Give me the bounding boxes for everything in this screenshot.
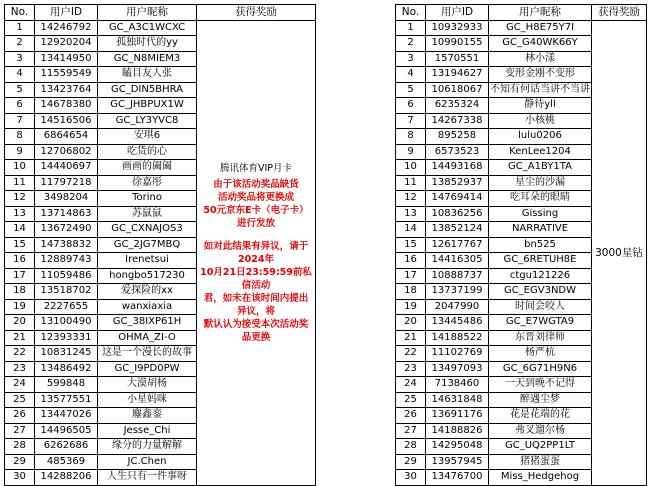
reward-replacement-line: 由于该活动奖品缺货 xyxy=(213,178,299,190)
row-number: 19 xyxy=(5,299,35,315)
user-id-cell: 14267338 xyxy=(426,113,489,129)
winners-table-right xyxy=(395,4,647,486)
row-number: 30 xyxy=(396,470,426,486)
nickname-cell: 弗叉遛尔杨 xyxy=(489,423,592,439)
row-number: 22 xyxy=(5,346,35,362)
row-number: 20 xyxy=(396,315,426,331)
user-id-cell: 14769414 xyxy=(426,191,489,207)
nickname-cell: 醉遇尘梦 xyxy=(489,392,592,408)
winners-table-left xyxy=(4,4,316,486)
row-number: 27 xyxy=(396,423,426,439)
header-user-id: 用户ID xyxy=(35,5,98,21)
user-id-cell: 13445486 xyxy=(426,315,489,331)
header-nickname: 用户昵称 xyxy=(489,5,592,21)
nickname-cell: ctgu121226 xyxy=(489,268,592,284)
user-id-cell: 14295048 xyxy=(426,439,489,455)
user-id-cell: 14188522 xyxy=(426,330,489,346)
nickname-cell: 不知有何话当讲不当讲 xyxy=(489,82,592,98)
header-no: No. xyxy=(396,5,426,21)
user-id-cell: 10932933 xyxy=(426,20,489,36)
user-id-cell: 7138460 xyxy=(426,377,489,393)
nickname-cell: Jesse_Chi xyxy=(98,423,197,439)
user-id-cell: 13852937 xyxy=(426,175,489,191)
nickname-cell: 小星妈咪 xyxy=(98,392,197,408)
user-id-cell: 6262686 xyxy=(35,439,98,455)
user-id-cell: 599848 xyxy=(35,377,98,393)
user-id-cell: 14493168 xyxy=(426,160,489,176)
row-number: 28 xyxy=(396,439,426,455)
row-number: 14 xyxy=(5,222,35,238)
user-id-cell: 14288206 xyxy=(35,470,98,486)
nickname-cell: Irenetsui xyxy=(98,253,197,269)
nickname-cell: GC_JHBPUX1W xyxy=(98,98,197,114)
nickname-cell: GC_H8E75Y7I xyxy=(489,20,592,36)
user-id-cell: 6573523 xyxy=(426,144,489,160)
row-number: 18 xyxy=(396,284,426,300)
nickname-cell: 变形金刚不变形 xyxy=(489,67,592,83)
row-number: 21 xyxy=(5,330,35,346)
user-id-cell: 12889743 xyxy=(35,253,98,269)
row-number: 6 xyxy=(5,98,35,114)
nickname-cell: GC_EGV3NDW xyxy=(489,284,592,300)
user-id-cell: 1570551 xyxy=(426,51,489,67)
row-number: 21 xyxy=(396,330,426,346)
nickname-cell: JC.Chen xyxy=(98,454,197,470)
row-number: 7 xyxy=(396,113,426,129)
nickname-cell: GC_I9PD0PW xyxy=(98,361,197,377)
nickname-cell: GC_G40WK66Y xyxy=(489,36,592,52)
row-number: 18 xyxy=(5,284,35,300)
row-number: 15 xyxy=(396,237,426,253)
nickname-cell: 时间会咬人 xyxy=(489,299,592,315)
nickname-cell: 猪猪蛋蛋 xyxy=(489,454,592,470)
user-id-cell: 10990155 xyxy=(426,36,489,52)
nickname-cell: 画画的阖阖 xyxy=(98,160,197,176)
row-number: 28 xyxy=(5,439,35,455)
row-number: 20 xyxy=(5,315,35,331)
nickname-cell: 吃货的心 xyxy=(98,144,197,160)
nickname-cell: Miss_Hedgehog xyxy=(489,470,592,486)
user-id-cell: 12706802 xyxy=(35,144,98,160)
nickname-cell: 一天到晚不记得 xyxy=(489,377,592,393)
row-number: 19 xyxy=(396,299,426,315)
user-id-cell: 13414950 xyxy=(35,51,98,67)
user-id-cell: 13100490 xyxy=(35,315,98,331)
user-id-cell: 13194627 xyxy=(426,67,489,83)
row-number: 16 xyxy=(396,253,426,269)
user-id-cell: 11059486 xyxy=(35,268,98,284)
reward-objection-line: 10月21日23:59:59前私信活动 xyxy=(200,266,312,291)
nickname-cell: 吃耳朵的眼睛 xyxy=(489,191,592,207)
reward-cell xyxy=(197,20,316,485)
user-id-cell: 6235324 xyxy=(426,98,489,114)
user-id-cell: 12617767 xyxy=(426,237,489,253)
table-header-row xyxy=(5,5,316,21)
user-id-cell: 13423764 xyxy=(35,82,98,98)
user-id-cell: 485369 xyxy=(35,454,98,470)
nickname-cell: 东晋刘律师 xyxy=(489,330,592,346)
header-reward: 获得奖励 xyxy=(592,5,647,21)
user-id-cell: 14246792 xyxy=(35,20,98,36)
nickname-cell: GC_6G71H9N6 xyxy=(489,361,592,377)
nickname-cell: 苏鼠鼠 xyxy=(98,206,197,222)
user-id-cell: 14738832 xyxy=(35,237,98,253)
nickname-cell: Torino xyxy=(98,191,197,207)
row-number: 11 xyxy=(5,175,35,191)
nickname-cell: 小核桃 xyxy=(489,113,592,129)
row-number: 3 xyxy=(5,51,35,67)
nickname-cell: 这是一个漫长的故事 xyxy=(98,346,197,362)
user-id-cell: 12920204 xyxy=(35,36,98,52)
row-number: 17 xyxy=(5,268,35,284)
nickname-cell: 瞌目友人张 xyxy=(98,67,197,83)
nickname-cell: bn525 xyxy=(489,237,592,253)
nickname-cell: GC_DIN5BHRA xyxy=(98,82,197,98)
row-number: 10 xyxy=(396,160,426,176)
row-number: 27 xyxy=(5,423,35,439)
row-number: 5 xyxy=(5,82,35,98)
row-number: 29 xyxy=(396,454,426,470)
nickname-cell: GC_2JG7MBQ xyxy=(98,237,197,253)
row-number: 9 xyxy=(5,144,35,160)
row-number: 14 xyxy=(396,222,426,238)
nickname-cell: 静待yll xyxy=(489,98,592,114)
user-id-cell: 2047990 xyxy=(426,299,489,315)
nickname-cell: 林小漾 xyxy=(489,51,592,67)
user-id-cell: 3498204 xyxy=(35,191,98,207)
row-number: 1 xyxy=(5,20,35,36)
row-number: 3 xyxy=(396,51,426,67)
row-number: 8 xyxy=(396,129,426,145)
row-number: 13 xyxy=(396,206,426,222)
nickname-cell: 孤独时代的yy xyxy=(98,36,197,52)
header-reward: 获得奖励 xyxy=(197,5,316,21)
nickname-cell: 鏖鑫銮 xyxy=(98,408,197,424)
user-id-cell: 14188826 xyxy=(426,423,489,439)
nickname-cell: KenLee1204 xyxy=(489,144,592,160)
row-number: 29 xyxy=(5,454,35,470)
nickname-cell: GC_N8MIEM3 xyxy=(98,51,197,67)
row-number: 15 xyxy=(5,237,35,253)
row-number: 24 xyxy=(5,377,35,393)
row-number: 13 xyxy=(5,206,35,222)
user-id-cell: 895258 xyxy=(426,129,489,145)
nickname-cell: 杨严杭 xyxy=(489,346,592,362)
row-number: 10 xyxy=(5,160,35,176)
user-id-cell: 14631848 xyxy=(426,392,489,408)
row-number: 16 xyxy=(5,253,35,269)
nickname-cell: 爱探险的xx xyxy=(98,284,197,300)
nickname-cell: GC_E7WGTA9 xyxy=(489,315,592,331)
row-number: 26 xyxy=(396,408,426,424)
row-number: 11 xyxy=(396,175,426,191)
user-id-cell: 14496505 xyxy=(35,423,98,439)
nickname-cell: 徐嘉彤 xyxy=(98,175,197,191)
user-id-cell: 14516506 xyxy=(35,113,98,129)
reward-replacement-line: 活动奖品将更换成 xyxy=(217,191,294,203)
nickname-cell: GC_A1BY1TA xyxy=(489,160,592,176)
nickname-cell: Gissing xyxy=(489,206,592,222)
reward-objection-line: 默认认为接受本次活动奖品更换 xyxy=(203,318,309,343)
header-user-id: 用户ID xyxy=(426,5,489,21)
user-id-cell: 10618067 xyxy=(426,82,489,98)
table-header-row xyxy=(396,5,647,21)
header-nickname: 用户昵称 xyxy=(98,5,197,21)
header-no: No. xyxy=(5,5,35,21)
row-number: 25 xyxy=(396,392,426,408)
user-id-cell: 10831245 xyxy=(35,346,98,362)
user-id-cell: 13691176 xyxy=(426,408,489,424)
nickname-cell: OHMA_ZI-O xyxy=(98,330,197,346)
nickname-cell: GC_LY3YVC8 xyxy=(98,113,197,129)
row-number: 1 xyxy=(396,20,426,36)
row-number: 12 xyxy=(396,191,426,207)
nickname-cell: 缘分的力量解解 xyxy=(98,439,197,455)
user-id-cell: 14440697 xyxy=(35,160,98,176)
reward-objection-line: 君，如未在该时间内提出异议，将 xyxy=(203,292,309,317)
row-number: 8 xyxy=(5,129,35,145)
user-id-cell: 2227655 xyxy=(35,299,98,315)
nickname-cell: GC_A3C1WCXC xyxy=(98,20,197,36)
nickname-cell: 安琪6 xyxy=(98,129,197,145)
row-number: 23 xyxy=(396,361,426,377)
table-row xyxy=(5,20,316,36)
nickname-cell: 人生只有一件事呀 xyxy=(98,470,197,486)
nickname-cell: NARRATIVE xyxy=(489,222,592,238)
row-number: 17 xyxy=(396,268,426,284)
user-id-cell: 13497093 xyxy=(426,361,489,377)
row-number: 23 xyxy=(5,361,35,377)
user-id-cell: 11797218 xyxy=(35,175,98,191)
user-id-cell: 11559549 xyxy=(35,67,98,83)
row-number: 4 xyxy=(5,67,35,83)
row-number: 2 xyxy=(5,36,35,52)
user-id-cell: 13737199 xyxy=(426,284,489,300)
row-number: 30 xyxy=(5,470,35,486)
row-number: 7 xyxy=(5,113,35,129)
user-id-cell: 14416305 xyxy=(426,253,489,269)
user-id-cell: 6864654 xyxy=(35,129,98,145)
user-id-cell: 10836256 xyxy=(426,206,489,222)
row-number: 2 xyxy=(396,36,426,52)
nickname-cell: GC_CXNAJOS3 xyxy=(98,222,197,238)
reward-notice xyxy=(197,162,315,344)
row-number: 24 xyxy=(396,377,426,393)
reward-title: 腾讯体育VIP月卡 xyxy=(219,162,293,174)
user-id-cell: 11102769 xyxy=(426,346,489,362)
nickname-cell: wanxiaxia xyxy=(98,299,197,315)
user-id-cell: 13518702 xyxy=(35,284,98,300)
row-number: 6 xyxy=(396,98,426,114)
nickname-cell: 星尘的沙漏 xyxy=(489,175,592,191)
nickname-cell: GC_38IXP61H xyxy=(98,315,197,331)
user-id-cell: 10888737 xyxy=(426,268,489,284)
user-id-cell: 13486492 xyxy=(35,361,98,377)
user-id-cell: 13852124 xyxy=(426,222,489,238)
nickname-cell: GC_UQ2PP1LT xyxy=(489,439,592,455)
row-number: 22 xyxy=(396,346,426,362)
user-id-cell: 13447026 xyxy=(35,408,98,424)
spacer xyxy=(200,230,312,240)
row-number: 26 xyxy=(5,408,35,424)
user-id-cell: 13672490 xyxy=(35,222,98,238)
nickname-cell: lulu0206 xyxy=(489,129,592,145)
user-id-cell: 13714863 xyxy=(35,206,98,222)
row-number: 5 xyxy=(396,82,426,98)
user-id-cell: 12393331 xyxy=(35,330,98,346)
user-id-cell: 13577551 xyxy=(35,392,98,408)
row-number: 25 xyxy=(5,392,35,408)
row-number: 9 xyxy=(396,144,426,160)
nickname-cell: 花是花端的花 xyxy=(489,408,592,424)
user-id-cell: 14678380 xyxy=(35,98,98,114)
user-id-cell: 13476700 xyxy=(426,470,489,486)
user-id-cell: 13957945 xyxy=(426,454,489,470)
nickname-cell: GC_6RETUH8E xyxy=(489,253,592,269)
reward-objection-line: 如对此结果有异议，请于2024年 xyxy=(203,240,309,265)
row-number: 12 xyxy=(5,191,35,207)
nickname-cell: hongbo517230 xyxy=(98,268,197,284)
table-row xyxy=(396,20,647,36)
reward-cell: 3000星钻 xyxy=(592,20,647,485)
reward-replacement-line: 50元京东E卡（电子卡）进行发放 xyxy=(203,204,309,229)
row-number: 4 xyxy=(396,67,426,83)
nickname-cell: 大漠胡杨 xyxy=(98,377,197,393)
